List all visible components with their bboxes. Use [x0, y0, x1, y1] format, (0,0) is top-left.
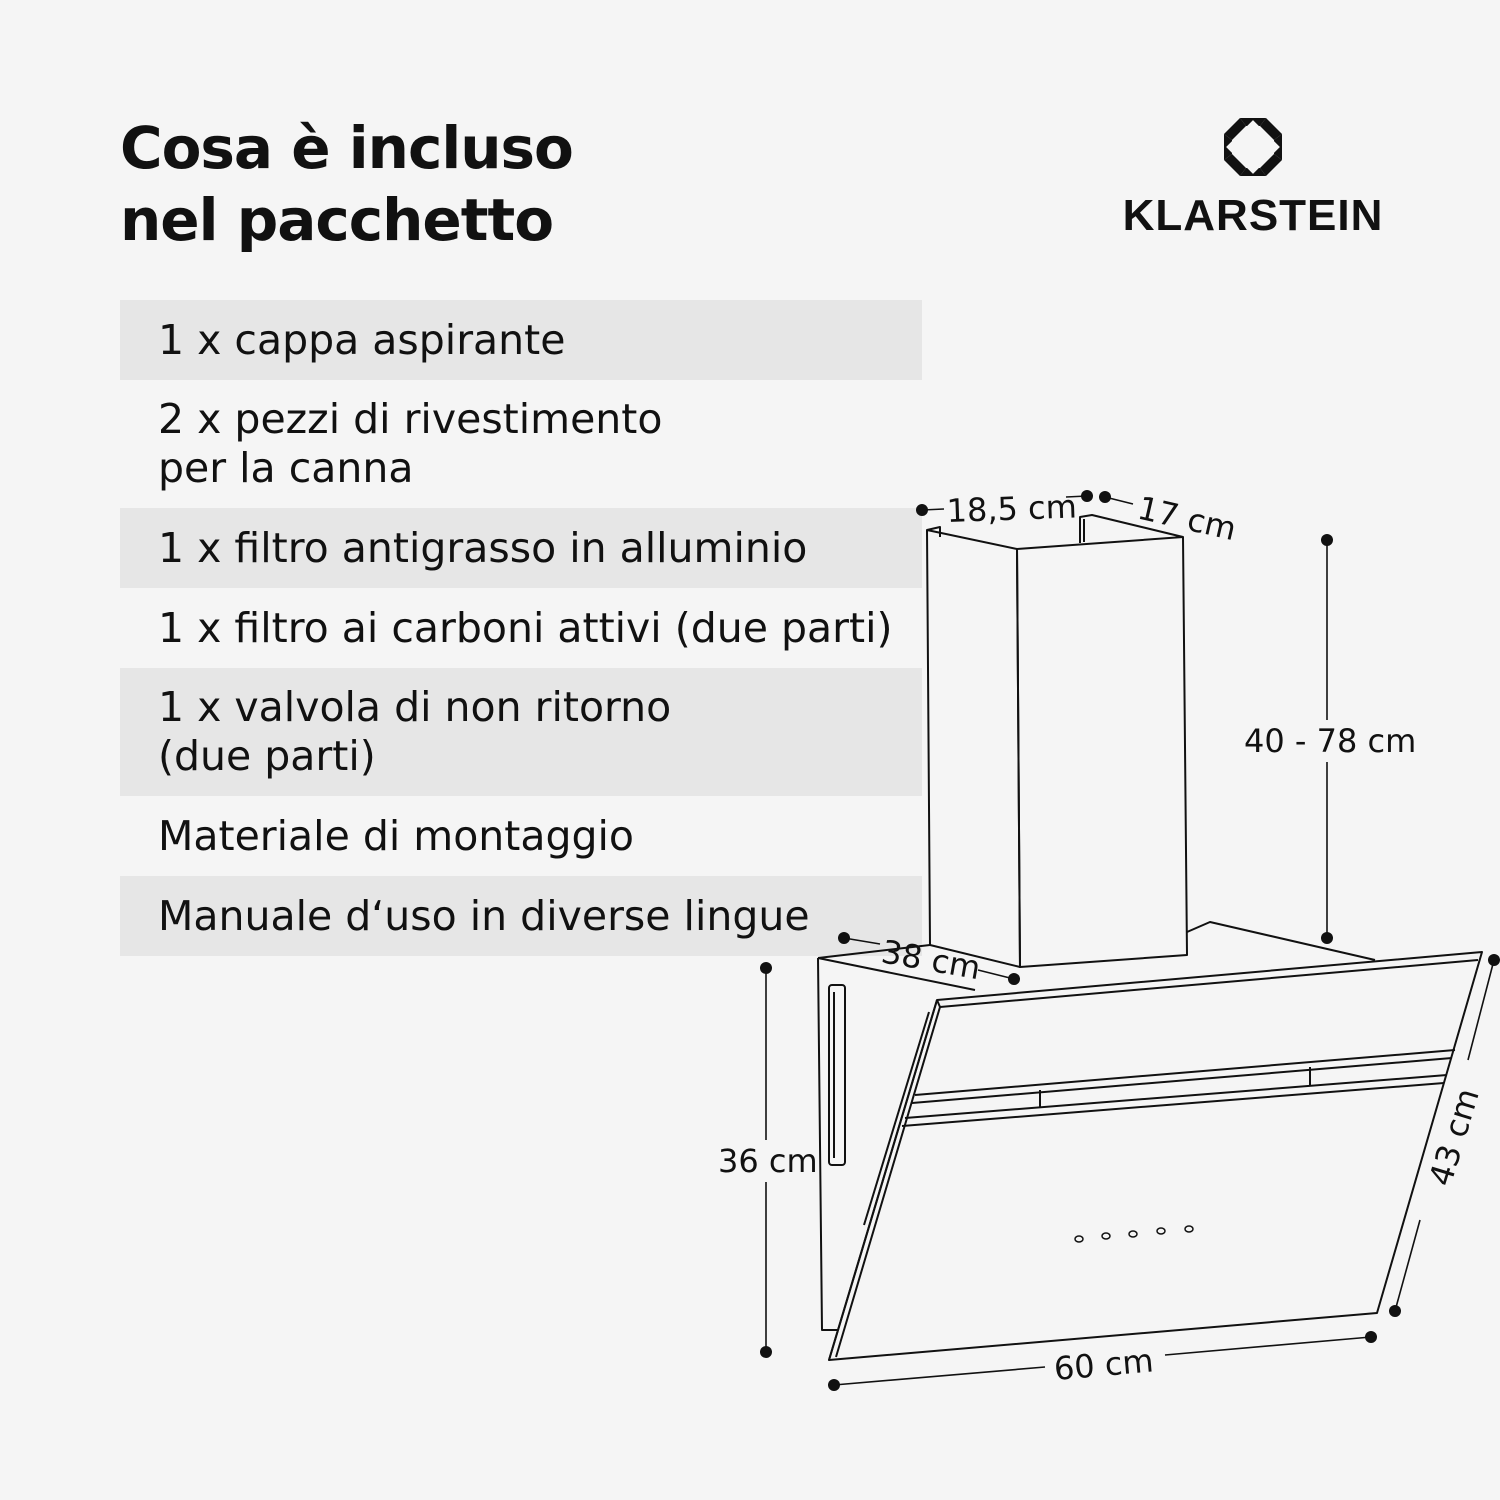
- chimney-front: [1017, 537, 1187, 967]
- control-button: [1075, 1236, 1083, 1242]
- control-button: [1157, 1228, 1165, 1234]
- hood-top-plate: [1187, 922, 1375, 960]
- list-item: [120, 300, 922, 380]
- dim-hood-width: 60 cm: [1052, 1341, 1155, 1388]
- chimney-back-edge: [1080, 515, 1183, 543]
- dim-glass-height: 43 cm: [1421, 1083, 1487, 1191]
- dim-hood-depth: 38 cm: [878, 932, 984, 988]
- list-item: [120, 380, 922, 508]
- list-item-text: Manuale d‘uso in diverse lingue: [158, 891, 810, 940]
- list-item: [120, 668, 922, 796]
- brand-logo: [1120, 116, 1386, 240]
- list-item-text: 1 x filtro antigrasso in alluminio: [158, 523, 808, 572]
- list-item-text: 1 x valvola di non ritorno: [158, 683, 672, 731]
- page-title: [120, 112, 573, 256]
- control-button: [1185, 1226, 1193, 1232]
- hood-body-side: [818, 958, 838, 1330]
- list-item: [120, 796, 922, 876]
- chimney-side: [927, 530, 1020, 967]
- control-button: [1129, 1231, 1137, 1237]
- hood-side-handle: [829, 985, 845, 1165]
- list-item: [120, 588, 922, 668]
- list-item-text: Materiale di montaggio: [158, 811, 635, 860]
- dim-chimney-depth: 17 cm: [1134, 488, 1240, 549]
- list-item-text: 1 x cappa aspirante: [158, 315, 566, 364]
- control-buttons: [1075, 1226, 1193, 1242]
- chimney-top-edge: [927, 527, 940, 537]
- list-item-text: 1 x filtro ai carboni attivi (due parti): [158, 603, 893, 652]
- included-items-list: [120, 300, 922, 956]
- dim-chimney-width: 18,5 cm: [945, 487, 1078, 530]
- list-item-text: per la canna: [158, 444, 414, 492]
- klarstein-logo-icon: [1222, 116, 1284, 178]
- glass-panel: [829, 952, 1482, 1360]
- list-item-text: 2 x pezzi di rivestimento: [158, 395, 663, 443]
- list-item: [120, 508, 922, 588]
- brand-name: KLARSTEIN: [1122, 191, 1384, 240]
- list-item-text: (due parti): [158, 732, 376, 780]
- control-button: [1102, 1233, 1110, 1239]
- dim-hood-height: 36 cm: [718, 1142, 818, 1180]
- dim-chimney-height: 40 - 78 cm: [1244, 722, 1417, 760]
- page-title-line-1: Cosa è incluso: [120, 114, 573, 182]
- page-title-line-2: nel pacchetto: [120, 186, 554, 254]
- list-item: [120, 876, 922, 956]
